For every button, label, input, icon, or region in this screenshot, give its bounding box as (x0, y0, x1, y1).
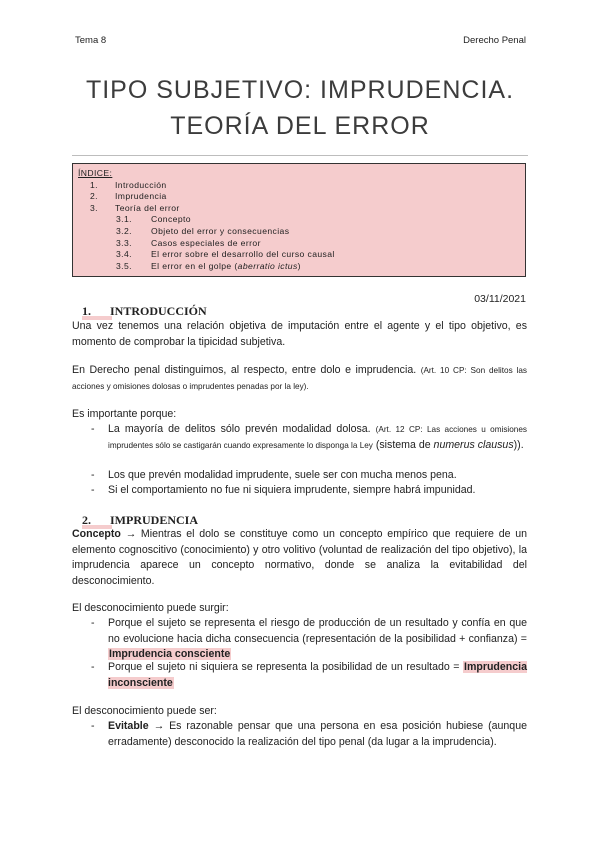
date-stamp: 03/11/2021 (474, 293, 526, 305)
section-heading-introduccion: 1. INTRODUCCIÓN (82, 304, 207, 318)
index-item: 2. Imprudencia (90, 191, 167, 202)
header-subject: Derecho Penal (463, 35, 526, 46)
index-item: 3.4. El error sobre el desarrollo del curso causal (116, 249, 335, 260)
index-item: 3.1. Concepto (116, 214, 191, 225)
list-item: - Los que prevén modalidad imprudente, suele ser con mucha menos pena. (91, 469, 457, 481)
intro-paragraph-3: Es importante porque: (72, 408, 177, 420)
intro-paragraph-1: Una vez tenemos una relación objetiva de imputación entre el agente y el tipo objetivo, es momento de comprobar la tipicidad subjetiva. (72, 320, 527, 348)
list-item: - La mayoría de delitos sólo prevén modalidad dolosa. (Art. 12 CP: Las acciones u omisiones imprudentes sólo se castigarán cuando expresamente lo disponga la Ley (sistema de numerus clausus)). (91, 423, 528, 451)
section-heading-imprudencia: 2. IMPRUDENCIA (82, 513, 198, 527)
ser-paragraph: El desconocimiento puede ser: (72, 705, 217, 717)
header-topic: Tema 8 (75, 35, 107, 46)
surgir-paragraph: El desconocimiento puede surgir: (72, 602, 229, 614)
list-item: - Porque el sujeto se representa el riesgo de producción de un resultado y confía en que no evolucione hacia dicha consecuencia (representación de la posibilidad + confianza) = Imprudencia consciente (91, 617, 527, 661)
list-item: - Si el comportamiento no fue ni siquiera imprudente, siempre habrá impunidad. (91, 484, 476, 496)
page-title-line2: TEORÍA DEL ERROR (170, 112, 430, 140)
index-item: 3.5. El error en el golpe (aberratio ictus) (116, 260, 301, 271)
index-box (72, 163, 526, 277)
index-item: 3.2. Objeto del error y consecuencias (116, 225, 290, 236)
list-item: - Evitable → Es razonable pensar que una persona en esa posición hubiese (aunque erradamente) desconocido la realización del tipo penal (da lugar a la imprudencia). (91, 720, 527, 748)
index-item: 1. Introducción (90, 179, 167, 190)
title-divider (72, 155, 528, 156)
highlight-imprudencia-inconsciente: Imprudencia inconsciente (108, 661, 527, 689)
concepto-paragraph: Concepto → Mientras el dolo se constituye como un concepto empírico que requiere de un elemento cognoscitivo (conocimiento) y otro volitivo (voluntad de realización del tipo objetivo), la imprudencia aparece un concepto normativo, donde se analiza la evitabilidad del desconocimiento. (72, 528, 527, 587)
list-item: - Porque el sujeto ni siquiera se representa la posibilidad de un resultado = Imprudencia inconsciente (91, 661, 527, 689)
index-heading: ÍNDICE: (78, 168, 113, 178)
index-item: 3.3. Casos especiales de error (116, 237, 261, 248)
intro-paragraph-2: En Derecho penal distinguimos, al respecto, entre dolo e imprudencia. (Art. 10 CP: Son delitos las acciones y omisiones dolosas o imprudentes penadas por la ley). (72, 364, 528, 391)
highlight-imprudencia-consciente: Imprudencia consciente (109, 648, 231, 661)
index-item: 3. Teoría del error (90, 202, 180, 213)
page-title-line1: TIPO SUBJETIVO: IMPRUDENCIA. (85, 76, 515, 104)
